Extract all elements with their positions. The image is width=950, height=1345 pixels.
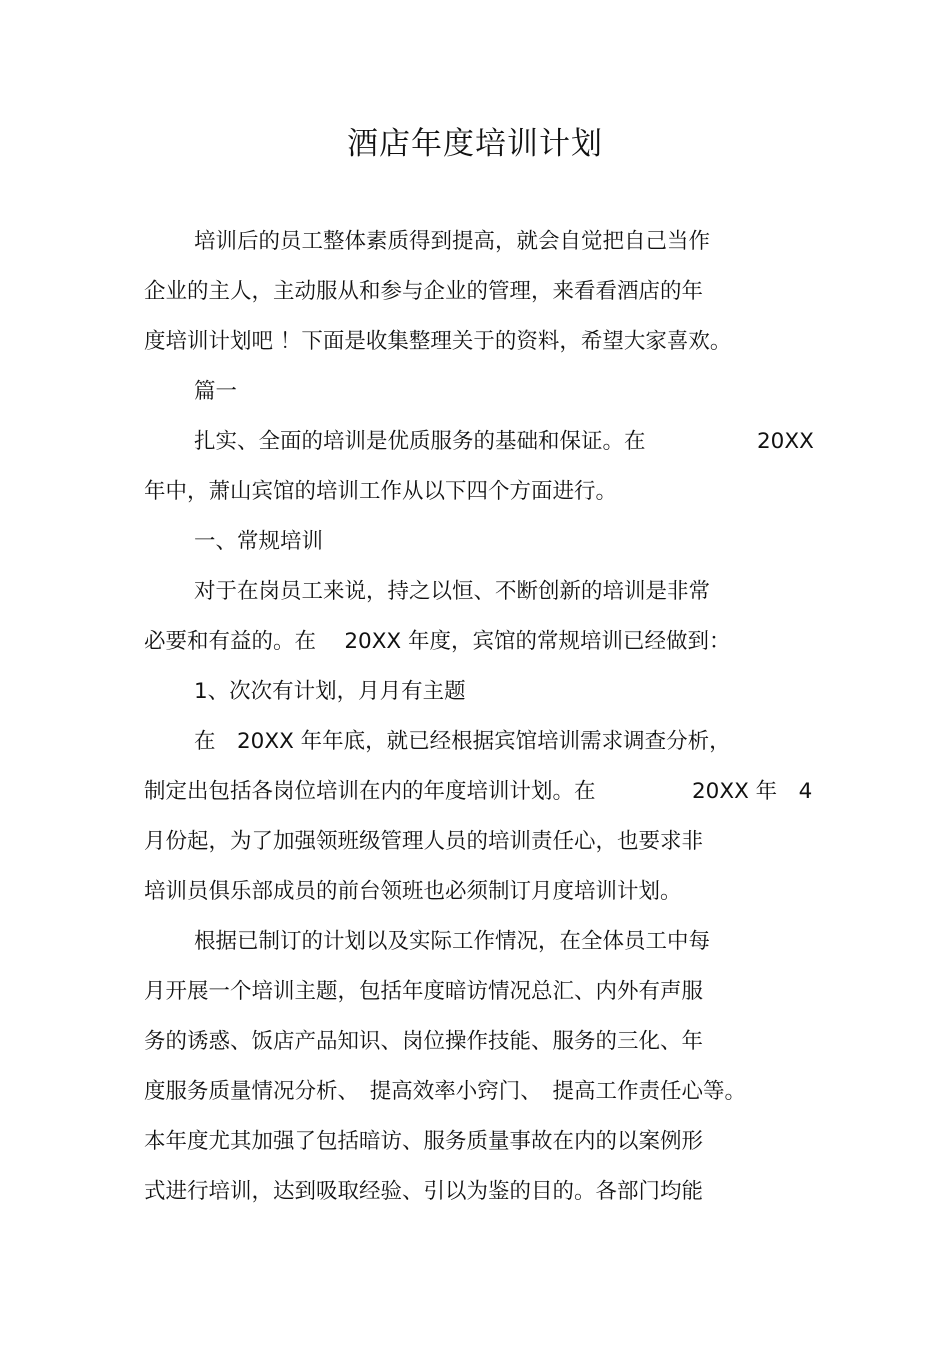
paragraph-line: 根据已制订的计划以及实际工作情况，在全体员工中每 [194, 929, 711, 954]
paragraph-line: 在 20XX 年年底，就已经根据宾馆培训需求调查分析， [194, 729, 731, 754]
paragraph-line: 务的诱惑、饭店产品知识、岗位操作技能、服务的三化、年 [144, 1029, 704, 1054]
paragraph-line: 制定出包括各岗位培训在内的年度培训计划。在 [144, 779, 596, 804]
section-heading: 篇一 [194, 379, 238, 404]
paragraph-line: 培训后的员工整体素质得到提高，就会自觉把自己当作 [194, 229, 711, 254]
section-heading: 一、常规培训 [194, 529, 324, 554]
paragraph-line: 本年度尤其加强了包括暗访、服务质量事故在内的以案例形 [144, 1129, 704, 1154]
paragraph-line: 度培训计划吧 ！下面是收集整理关于的资料，希望大家喜欢。 [144, 329, 732, 354]
subsection-heading: 1、次次有计划，月月有主题 [194, 679, 466, 704]
year-label: 20XX [757, 429, 814, 454]
date-label: 20XX 年 4 [692, 779, 813, 804]
paragraph-line: 月开展一个培训主题，包括年度暗访情况总汇、内外有声服 [144, 979, 704, 1004]
paragraph-line: 扎实、全面的培训是优质服务的基础和保证。在 [194, 429, 646, 454]
paragraph-line: 企业的主人，主动服从和参与企业的管理，来看看酒店的年 [144, 279, 704, 304]
paragraph-line: 式进行培训，达到吸取经验、引以为鉴的目的。各部门均能 [144, 1179, 704, 1204]
paragraph-line: 培训员俱乐部成员的前台领班也必须制订月度培训计划。 [144, 879, 682, 904]
paragraph-line: 月份起，为了加强领班级管理人员的培训责任心，也要求非 [144, 829, 704, 854]
document-title: 酒店年度培训计划 [347, 126, 603, 162]
paragraph-line: 年中，萧山宾馆的培训工作从以下四个方面进行。 [144, 479, 618, 504]
paragraph-line: 对于在岗员工来说，持之以恒、不断创新的培训是非常 [194, 579, 711, 604]
paragraph-line: 必要和有益的。在 20XX 年度，宾馆的常规培训已经做到： [144, 629, 731, 654]
paragraph-line: 度服务质量情况分析、 提高效率小窍门、 提高工作责任心等。 [144, 1079, 747, 1104]
